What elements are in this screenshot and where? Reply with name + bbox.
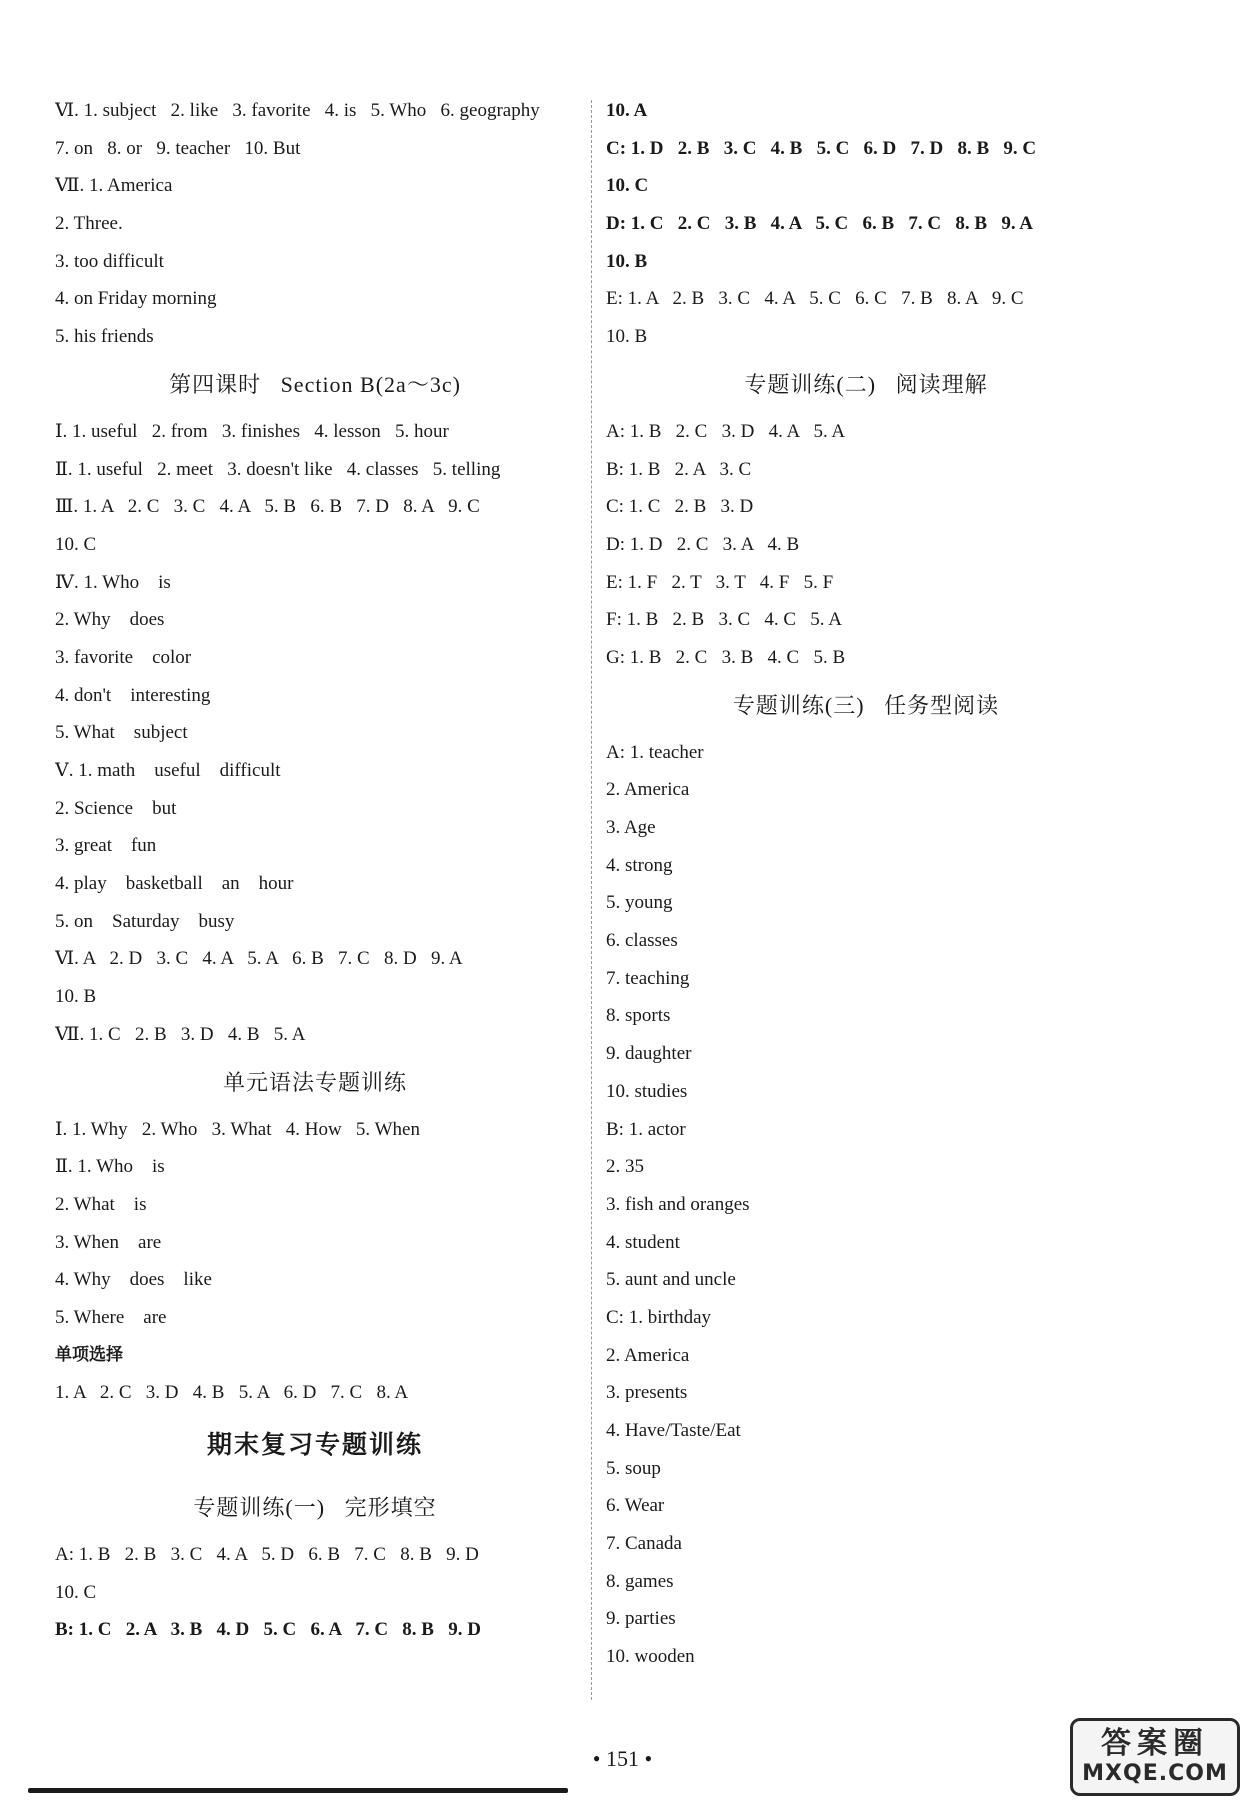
answer-line: 10. B (606, 250, 648, 272)
answer-line: 10. C (606, 175, 649, 197)
footer-rule (28, 1788, 568, 1793)
section-heading: 专题训练(三) 任务型阅读 (732, 692, 1000, 718)
answer-line: 2. America (606, 1344, 690, 1366)
answer-line: 2. Science but (55, 797, 177, 819)
right-column (606, 92, 1126, 1676)
answer-line: 2. 35 (606, 1156, 644, 1178)
answer-line: A: 1. teacher (606, 741, 704, 763)
answer-line: Ⅲ. 1. A 2. C 3. C 4. A 5. B 6. B 7. D 8. A 9. C (55, 496, 480, 518)
answer-line: 1. A 2. C 3. D 4. B 5. A 6. D 7. C 8. A (55, 1382, 409, 1404)
answer-line: G: 1. B 2. C 3. B 4. C 5. B (606, 646, 846, 668)
answer-line: E: 1. A 2. B 3. C 4. A 5. C 6. C 7. B 8. A 9. C (606, 288, 1024, 310)
answer-line: 4. don't interesting (55, 684, 211, 706)
answer-line: 10. C (55, 533, 97, 555)
answer-line: 10. wooden (606, 1646, 695, 1668)
answer-line: C: 1. D 2. B 3. C 4. B 5. C 6. D 7. D 8. B 9. C (606, 137, 1037, 159)
answer-line: C: 1. C 2. B 3. D (606, 496, 754, 518)
answer-line: 4. play basketball an hour (55, 873, 294, 895)
chapter-heading: 期末复习专题训练 (206, 1432, 423, 1459)
answer-line: Ⅱ. 1. Who is (55, 1156, 165, 1178)
answer-line: Ⅶ. 1. America (55, 175, 173, 197)
answer-line: 3. presents (606, 1382, 688, 1404)
answer-line: 2. What is (55, 1193, 147, 1215)
answer-line: 2. America (606, 779, 690, 801)
answer-line: A: 1. B 2. C 3. D 4. A 5. A (606, 420, 846, 442)
answer-line: 9. parties (606, 1608, 676, 1630)
answer-line: 2. Three. (55, 213, 123, 235)
answer-line: 6. classes (606, 930, 678, 952)
answer-line: 3. too difficult (55, 250, 164, 272)
answer-line: 5. his friends (55, 326, 154, 348)
answer-line: Ⅶ. 1. C 2. B 3. D 4. B 5. A (55, 1023, 306, 1045)
answer-line: 7. Canada (606, 1533, 682, 1555)
answer-line: 10. B (55, 986, 97, 1008)
answer-line: 5. Where are (55, 1306, 167, 1328)
answer-line: D: 1. D 2. C 3. A 4. B (606, 533, 800, 555)
section-heading: 专题训练(二) 阅读理解 (744, 371, 988, 397)
answer-line: B: 1. C 2. A 3. B 4. D 5. C 6. A 7. C 8. B 9. D (55, 1619, 481, 1641)
answer-line: 4. student (606, 1231, 680, 1253)
answer-line: E: 1. F 2. T 3. T 4. F 5. F (606, 571, 834, 593)
watermark-logo-en: MXQE.COM (1082, 1761, 1228, 1786)
answer-line: 4. Have/Taste/Eat (606, 1420, 741, 1441)
answer-line: 10. C (55, 1581, 97, 1603)
answer-line: Ⅱ. 1. useful 2. meet 3. doesn't like 4. classes 5. telling (55, 458, 501, 480)
answer-line: Ⅰ. 1. useful 2. from 3. finishes 4. lesson 5. hour (55, 420, 449, 442)
section-heading: 第四课时 Section B(2a～3c) (169, 371, 461, 397)
answer-line: 5. What subject (55, 722, 188, 744)
answer-line: 3. great fun (55, 835, 157, 857)
left-column (55, 92, 575, 1649)
answer-line: 10. A (606, 100, 648, 121)
answer-line: C: 1. birthday (606, 1306, 712, 1328)
answer-line: Ⅴ. 1. math useful difficult (55, 760, 281, 781)
answer-line: B: 1. actor (606, 1118, 686, 1140)
answer-line: 8. games (606, 1570, 674, 1592)
answer-line: 6. Wear (606, 1495, 665, 1517)
answer-line: 8. sports (606, 1005, 671, 1027)
answer-line: Ⅰ. 1. Why 2. Who 3. What 4. How 5. When (55, 1118, 420, 1140)
answer-line: B: 1. B 2. A 3. C (606, 458, 752, 480)
answer-line: A: 1. B 2. B 3. C 4. A 5. D 6. B 7. C 8. B 9. D (55, 1544, 479, 1565)
answer-line: Ⅳ. 1. Who is (55, 571, 171, 593)
answer-line: 10. B (606, 326, 648, 348)
answer-line: 3. favorite color (55, 646, 192, 668)
answer-line: 3. When are (55, 1231, 162, 1253)
watermark-logo-cn: 答案圈 (1101, 1726, 1209, 1761)
answer-line: 4. strong (606, 854, 673, 876)
answer-line: 5. aunt and uncle (606, 1269, 736, 1291)
answer-line: 5. soup (606, 1457, 661, 1479)
answer-line: 4. Why does like (55, 1269, 212, 1291)
answer-line: 10. studies (606, 1080, 688, 1102)
answer-line: 5. on Saturday busy (55, 910, 235, 932)
answer-line: F: 1. B 2. B 3. C 4. C 5. A (606, 609, 842, 631)
answer-line: 7. on 8. or 9. teacher 10. But (55, 137, 301, 159)
answer-line: Ⅵ. 1. subject 2. like 3. favorite 4. is 5. Who 6. geography (55, 100, 540, 121)
answer-line: 3. Age (606, 817, 656, 838)
answer-line: 2. Why does (55, 609, 165, 631)
answer-line: 3. fish and oranges (606, 1193, 750, 1215)
answer-line: Ⅵ. A 2. D 3. C 4. A 5. A 6. B 7. C 8. D 9. A (55, 948, 463, 970)
answer-line: 4. on Friday morning (55, 288, 217, 310)
answer-line: 9. daughter (606, 1043, 692, 1065)
watermark-logo (1070, 1718, 1240, 1796)
section-heading: 单元语法专题训练 (222, 1069, 407, 1095)
answer-line: 5. young (606, 892, 673, 914)
page-number: • 151 • (592, 1746, 653, 1771)
subsection-label: 单项选择 (55, 1344, 123, 1365)
answer-line: 7. teaching (606, 967, 690, 989)
section-heading: 专题训练(一) 完形填空 (193, 1495, 437, 1520)
answer-line: D: 1. C 2. C 3. B 4. A 5. C 6. B 7. C 8. B 9. A (606, 213, 1033, 235)
column-divider (591, 100, 592, 1700)
